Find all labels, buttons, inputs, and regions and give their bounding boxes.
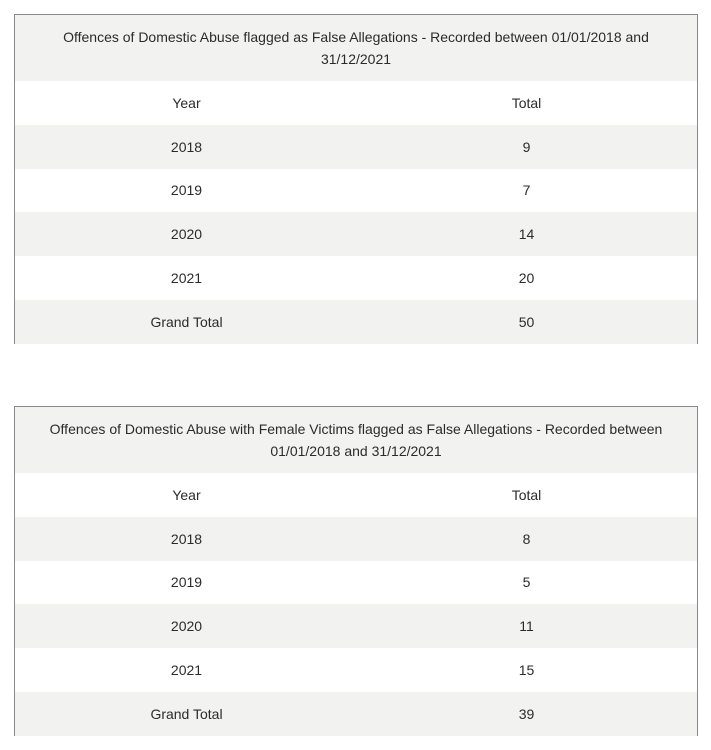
- table-row: [15, 648, 697, 692]
- row-total: 39: [518, 705, 535, 722]
- table-row: [15, 517, 697, 561]
- table-row: [15, 561, 697, 605]
- row-year: 2021: [170, 270, 203, 287]
- false-allegations-table: [14, 14, 698, 344]
- grand-total-row: [15, 692, 697, 736]
- table-caption: Offences of Domestic Abuse with Female Victims flagged as False Allegations - Recorded between 01/01/2018 and 31/12/2021: [15, 407, 697, 473]
- row-year: 2021: [170, 662, 203, 679]
- row-year: 2020: [170, 618, 203, 635]
- row-total: 11: [519, 618, 534, 635]
- row-year: Grand Total: [150, 705, 223, 722]
- table-row: [15, 604, 697, 648]
- table-header-row: [15, 473, 697, 517]
- column-header-total: Total: [511, 486, 542, 503]
- table-header-row: [15, 81, 697, 125]
- row-total: 7: [522, 182, 531, 199]
- column-header-year: Year: [172, 486, 201, 503]
- row-year: 2019: [170, 574, 203, 591]
- row-total: 50: [518, 313, 535, 330]
- table-row: [15, 125, 697, 169]
- grand-total-row: [15, 300, 697, 344]
- row-total: 14: [518, 226, 535, 243]
- row-year: 2018: [170, 138, 203, 155]
- row-total: 20: [518, 270, 535, 287]
- row-year: 2019: [170, 182, 203, 199]
- row-total: 9: [522, 138, 531, 155]
- table-caption: Offences of Domestic Abuse flagged as False Allegations - Recorded between 01/01/2018 and 31/12/2021: [15, 15, 697, 81]
- column-header-year: Year: [172, 94, 201, 111]
- row-total: 8: [522, 530, 531, 547]
- table-row: [15, 256, 697, 300]
- column-header-total: Total: [511, 94, 542, 111]
- row-year: 2020: [170, 226, 203, 243]
- female-victims-false-allegations-table: [14, 406, 698, 736]
- row-total: 15: [518, 662, 535, 679]
- table-row: [15, 212, 697, 256]
- row-year: 2018: [170, 530, 203, 547]
- row-total: 5: [522, 574, 531, 591]
- row-year: Grand Total: [150, 313, 223, 330]
- table-row: [15, 169, 697, 213]
